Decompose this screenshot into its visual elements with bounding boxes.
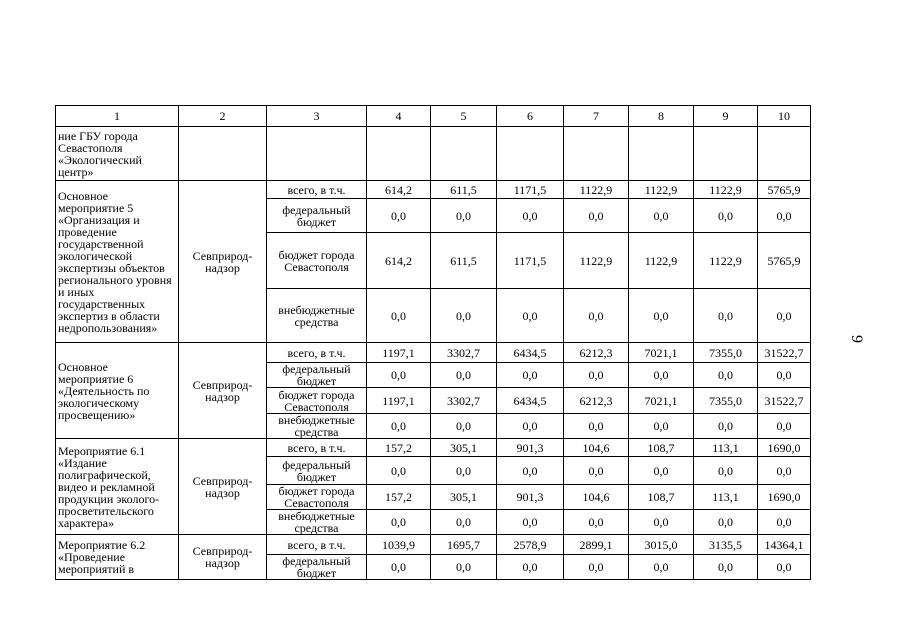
value-cell: 0,0 — [629, 555, 694, 580]
value-cell: 1197,1 — [367, 343, 431, 363]
value-cell: 2899,1 — [564, 535, 629, 555]
table-row — [56, 439, 811, 457]
value-cell: 0,0 — [694, 363, 758, 388]
value-cell: 113,1 — [694, 439, 758, 457]
value-cell: 0,0 — [497, 363, 564, 388]
value-cell: 1122,9 — [694, 181, 758, 199]
header-cell: 7 — [564, 106, 629, 127]
value-cell: 0,0 — [367, 510, 431, 535]
page-number: 9 — [848, 335, 865, 343]
header-cell: 4 — [367, 106, 431, 127]
value-cell: 0,0 — [431, 199, 497, 233]
value-cell: 1171,5 — [497, 181, 564, 199]
value-cell: 0,0 — [758, 363, 811, 388]
value-cell: 0,0 — [367, 289, 431, 343]
value-cell: 0,0 — [497, 199, 564, 233]
value-cell: 6434,5 — [497, 388, 564, 414]
value-cell: 113,1 — [694, 485, 758, 510]
value-cell: 0,0 — [629, 289, 694, 343]
value-cell: 5765,9 — [758, 233, 811, 289]
header-cell: 10 — [758, 106, 811, 127]
value-cell: 0,0 — [431, 414, 497, 439]
table-row — [56, 535, 811, 555]
value-cell: 1695,7 — [431, 535, 497, 555]
value-cell: 3302,7 — [431, 343, 497, 363]
continuation-text: ние ГБУ города Севастополя «Экологический центр» — [56, 127, 179, 181]
header-cell: 2 — [179, 106, 267, 127]
value-cell: 1039,9 — [367, 535, 431, 555]
value-cell: 157,2 — [367, 439, 431, 457]
value-cell: 1122,9 — [629, 181, 694, 199]
header-cell: 5 — [431, 106, 497, 127]
value-cell: 0,0 — [497, 510, 564, 535]
funding-source: бюджет города Севастополя — [267, 233, 367, 289]
value-cell: 1171,5 — [497, 233, 564, 289]
value-cell: 0,0 — [497, 555, 564, 580]
funding-source: всего, в т.ч. — [267, 181, 367, 199]
value-cell: 104,6 — [564, 439, 629, 457]
value-cell: 6434,5 — [497, 343, 564, 363]
value-cell: 901,3 — [497, 485, 564, 510]
value-cell: 0,0 — [694, 510, 758, 535]
value-cell: 0,0 — [758, 510, 811, 535]
value-cell: 0,0 — [629, 510, 694, 535]
funding-source: всего, в т.ч. — [267, 535, 367, 555]
value-cell: 0,0 — [431, 457, 497, 485]
value-cell: 7021,1 — [629, 388, 694, 414]
value-cell: 0,0 — [367, 414, 431, 439]
value-cell: 3302,7 — [431, 388, 497, 414]
value-cell: 0,0 — [367, 457, 431, 485]
value-cell: 0,0 — [431, 510, 497, 535]
header-cell: 9 — [694, 106, 758, 127]
value-cell: 614,2 — [367, 233, 431, 289]
measure-name: Мероприятие 6.1 «Издание полиграфической, видео и рекламной продукции эколого-просветительского характера» — [56, 439, 179, 535]
value-cell: 0,0 — [694, 289, 758, 343]
header-cell: 3 — [267, 106, 367, 127]
value-cell: 0,0 — [629, 363, 694, 388]
value-cell: 0,0 — [629, 457, 694, 485]
value-cell: 0,0 — [431, 555, 497, 580]
continuation-row — [56, 127, 811, 181]
funding-source: бюджет города Севастополя — [267, 388, 367, 414]
value-cell: 0,0 — [367, 363, 431, 388]
value-cell: 0,0 — [758, 199, 811, 233]
value-cell: 1122,9 — [629, 233, 694, 289]
funding-source: внебюджетные средства — [267, 510, 367, 535]
funding-source: федеральный бюджет — [267, 363, 367, 388]
value-cell: 0,0 — [758, 289, 811, 343]
value-cell: 0,0 — [564, 414, 629, 439]
funding-source: бюджет города Севастополя — [267, 485, 367, 510]
value-cell: 0,0 — [367, 199, 431, 233]
value-cell: 0,0 — [758, 457, 811, 485]
header-cell: 6 — [497, 106, 564, 127]
value-cell: 6212,3 — [564, 343, 629, 363]
measure-name: Основное мероприятие 6 «Деятельность по экологическому просвещению» — [56, 343, 179, 439]
value-cell: 1122,9 — [694, 233, 758, 289]
value-cell: 0,0 — [497, 289, 564, 343]
budget-table — [55, 105, 811, 580]
value-cell: 0,0 — [564, 510, 629, 535]
value-cell: 0,0 — [497, 414, 564, 439]
value-cell: 0,0 — [431, 363, 497, 388]
table-row — [56, 343, 811, 363]
value-cell: 0,0 — [564, 457, 629, 485]
value-cell: 1197,1 — [367, 388, 431, 414]
value-cell: 0,0 — [367, 555, 431, 580]
value-cell: 0,0 — [694, 555, 758, 580]
value-cell: 5765,9 — [758, 181, 811, 199]
funding-source: всего, в т.ч. — [267, 439, 367, 457]
funding-source: внебюджетные средства — [267, 289, 367, 343]
executor: Севприрод-надзор — [179, 535, 267, 580]
value-cell: 901,3 — [497, 439, 564, 457]
value-cell: 0,0 — [629, 199, 694, 233]
value-cell: 108,7 — [629, 439, 694, 457]
value-cell: 31522,7 — [758, 388, 811, 414]
funding-source: федеральный бюджет — [267, 555, 367, 580]
value-cell: 1122,9 — [564, 181, 629, 199]
funding-source: федеральный бюджет — [267, 199, 367, 233]
value-cell: 157,2 — [367, 485, 431, 510]
measure-name: Мероприятие 6.2 «Проведение мероприятий в — [56, 535, 179, 580]
value-cell: 7355,0 — [694, 343, 758, 363]
value-cell: 108,7 — [629, 485, 694, 510]
value-cell: 0,0 — [564, 363, 629, 388]
value-cell: 0,0 — [694, 414, 758, 439]
value-cell: 611,5 — [431, 233, 497, 289]
funding-source: всего, в т.ч. — [267, 343, 367, 363]
value-cell: 0,0 — [564, 555, 629, 580]
funding-source: внебюджетные средства — [267, 414, 367, 439]
value-cell: 7355,0 — [694, 388, 758, 414]
executor: Севприрод-надзор — [179, 181, 267, 343]
header-cell: 8 — [629, 106, 694, 127]
value-cell: 0,0 — [629, 414, 694, 439]
value-cell: 2578,9 — [497, 535, 564, 555]
value-cell: 611,5 — [431, 181, 497, 199]
value-cell: 1690,0 — [758, 439, 811, 457]
value-cell: 0,0 — [564, 199, 629, 233]
value-cell: 0,0 — [694, 199, 758, 233]
value-cell: 0,0 — [694, 457, 758, 485]
value-cell: 305,1 — [431, 439, 497, 457]
funding-source: федеральный бюджет — [267, 457, 367, 485]
header-row — [56, 106, 811, 127]
value-cell: 305,1 — [431, 485, 497, 510]
executor: Севприрод-надзор — [179, 439, 267, 535]
value-cell: 14364,1 — [758, 535, 811, 555]
value-cell: 0,0 — [497, 457, 564, 485]
table-row — [56, 181, 811, 199]
measure-name: Основное мероприятие 5 «Организация и проведение государственной экологической экспертизы объектов регионального уровня и иных государственных экспертиз в области недропользования» — [56, 181, 179, 343]
value-cell: 104,6 — [564, 485, 629, 510]
value-cell: 0,0 — [431, 289, 497, 343]
value-cell: 0,0 — [564, 289, 629, 343]
header-cell: 1 — [56, 106, 179, 127]
value-cell: 0,0 — [758, 414, 811, 439]
value-cell: 1122,9 — [564, 233, 629, 289]
value-cell: 6212,3 — [564, 388, 629, 414]
value-cell: 3015,0 — [629, 535, 694, 555]
value-cell: 1690,0 — [758, 485, 811, 510]
value-cell: 31522,7 — [758, 343, 811, 363]
value-cell: 3135,5 — [694, 535, 758, 555]
value-cell: 7021,1 — [629, 343, 694, 363]
executor: Севприрод-надзор — [179, 343, 267, 439]
value-cell: 614,2 — [367, 181, 431, 199]
value-cell: 0,0 — [758, 555, 811, 580]
